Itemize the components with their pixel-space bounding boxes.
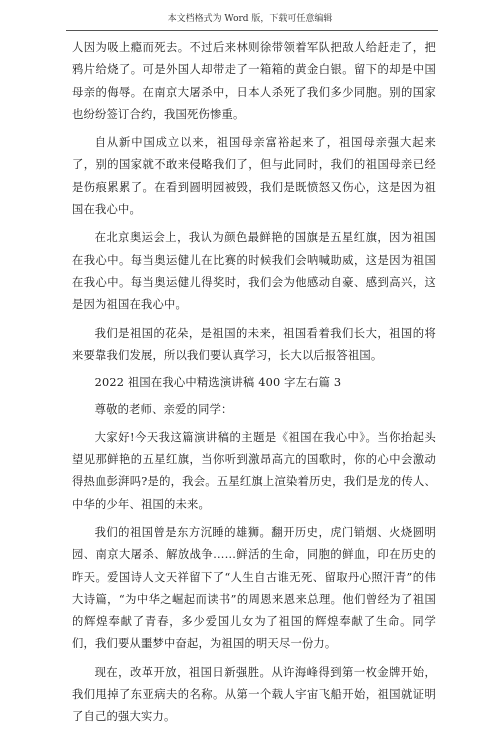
header-divider xyxy=(66,30,438,31)
document-body xyxy=(72,37,436,735)
paragraph: 我们是祖国的花朵，是祖国的未来，祖国看着我们长大，祖国的将来要靠我们发展，所以我们要认真学习，长大以后报答祖国。 xyxy=(72,326,436,362)
paragraph: 现在，改革开放，祖国日新强胜。从许海峰得到第一枚金牌开始，我们甩掉了东亚病夫的名称。从第一个载人宇宙飞船开始，祖国就证明了自己的强大实力。 xyxy=(72,665,436,724)
paragraph: 我们的祖国曾是东方沉睡的雄狮。翻开历史，虎门销烟、火烧圆明园、南京大屠杀、解放战争……鲜活的生命，同胞的鲜血，印在历史的昨天。爱国诗人文天祥留下了“人生自古谁无死、留取丹心照汗青”的伟大诗篇，“为中华之崛起而读书”的周恩来恩来总理。他们曾经为了祖国的辉煌奉献了青春，多少爱国儿女为了祖国的辉煌奉献了生命。同学们，我们要从噩梦中奋起，为祖国的明天尽一份力。 xyxy=(72,525,436,651)
salutation: 尊敬的老师、亲爱的同学： xyxy=(94,403,233,417)
section-heading: 2022 祖国在我心中精选演讲稿 400 字左右篇 3 xyxy=(94,376,342,390)
paragraph: 自从新中国成立以来，祖国母亲富裕起来了，祖国母亲强大起来了，别的国家就不敢来侵略我们了，但与此同时，我们的祖国母亲已经是伤痕累累了。在看到圆明园被毁，我们是既愤怒又伤心，这是因为祖国在我心中。 xyxy=(72,136,436,217)
paragraph: 人因为吸上瘾而死去。不过后来林则徐带领着军队把敌人给赶走了，把鸦片给烧了。可是外国人却带走了一箱箱的黄金白银。留下的却是中国母亲的侮辱。在南京大屠杀中，日本人杀死了我们多少同胞。别的国家也纷纷签订合约，我国死伤惨重。 xyxy=(72,41,436,121)
paragraph: 在北京奥运会上，我认为颜色最鲜艳的国旗是五星红旗，因为祖国在我心中。每当奥运健儿在比赛的时候我们会呐喊助威，这是因为祖国在我心中。每当奥运健儿得奖时，我们会为他感动自豪、感到高兴，这是因为祖国在我心中。 xyxy=(72,231,436,312)
paragraph: 大家好!今天我这篇演讲稿的主题是《祖国在我心中》。当你抬起头望见那鲜艳的五星红旗，当你听到激昂高亢的国歌时，你的心中会激动得热血彭湃吗?是的，我会。五星红旗上渲染着历史，我们是龙的传人、中华的少年、祖国的未来。 xyxy=(72,430,436,511)
page-header: 本文档格式为 Word 版，下载可任意编辑 xyxy=(167,14,333,24)
